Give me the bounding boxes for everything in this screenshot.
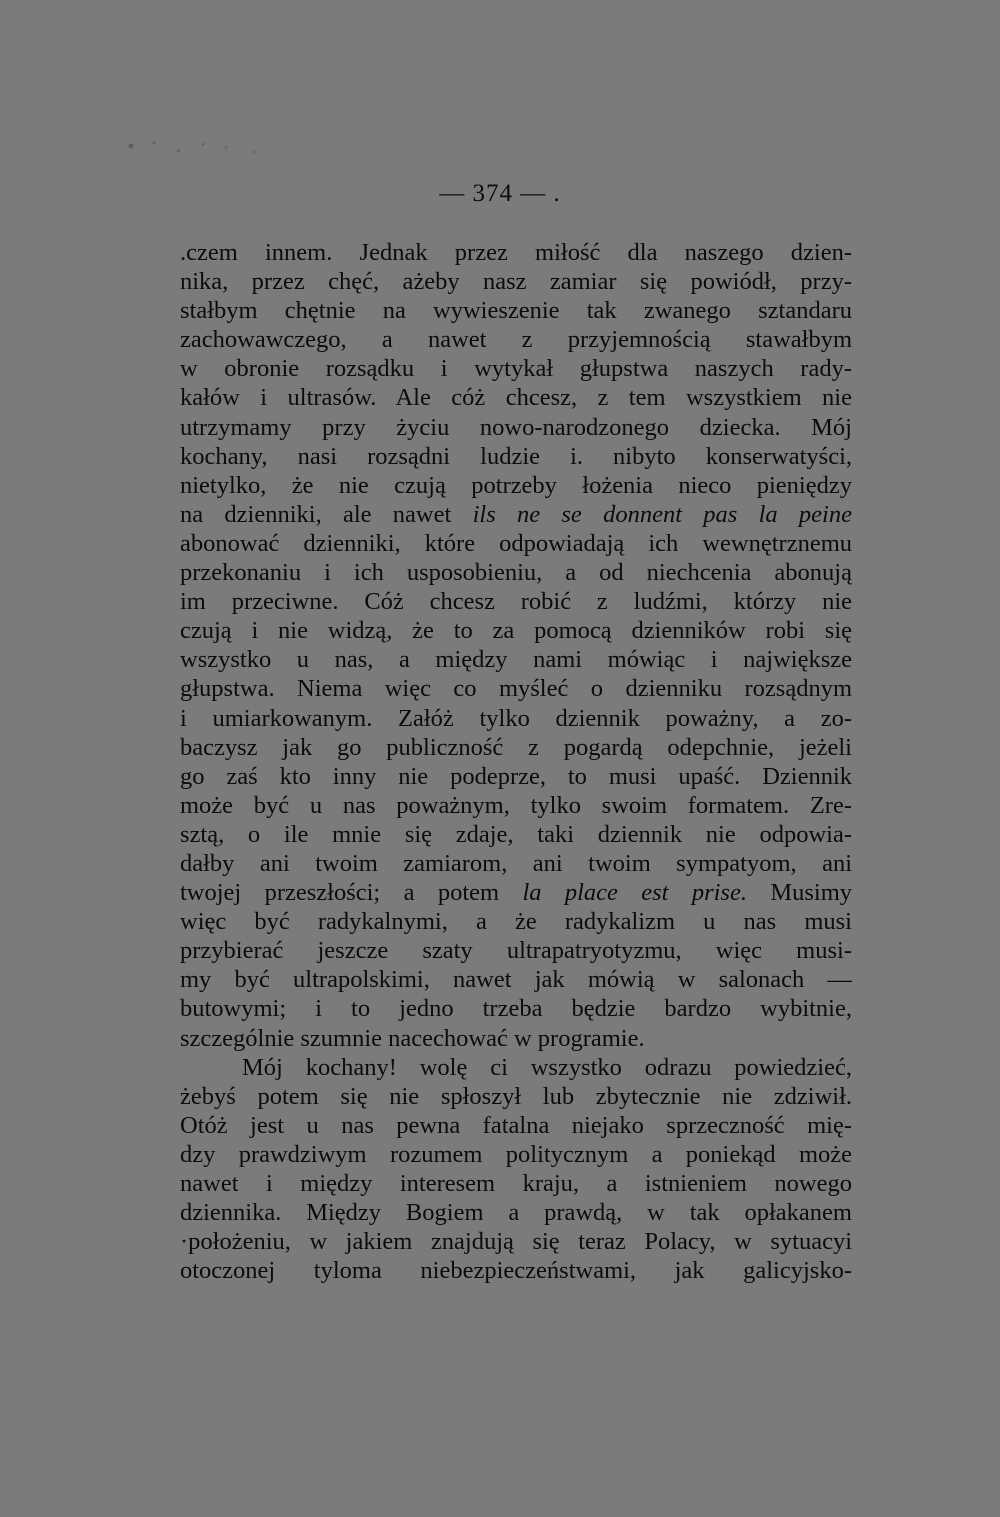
- text-line: kochany, nasi rozsądni ludzie i. nibyto konserwatyści,: [180, 442, 852, 470]
- text-line: ·położeniu, w jakiem znajdują się teraz Polacy, w sytuacyi: [180, 1228, 852, 1256]
- text-segment: Musimy: [746, 879, 853, 907]
- text-line: dziennika. Między Bogiem a prawdą, w tak opłakanem: [180, 1199, 852, 1227]
- text-line: sztą, o ile mnie się zdaje, taki dziennik nie odpowia-: [180, 820, 852, 848]
- text-segment: na dzienniki, ale nawet: [180, 500, 473, 528]
- text-line: im przeciwne. Cóż chcesz robić z ludźmi, którzy nie: [180, 588, 852, 616]
- page-number: — 374 — .: [439, 180, 561, 207]
- text-line: butowymi; i to jedno trzeba będzie bardzo wybitnie,: [180, 995, 852, 1023]
- text-line: może być u nas poważnym, tylko swoim formatem. Zre-: [180, 791, 852, 819]
- text-line: głupstwa. Niema więc co myśleć o dzienniku rozsądnym: [180, 675, 852, 703]
- text-line: baczysz jak go publiczność z pogardą odepchnie, jeżeli: [180, 733, 852, 761]
- text-line: Mój kochany! wolę ci wszystko odrazu powiedzieć,: [242, 1053, 852, 1081]
- text-line: .czem innem. Jednak przez miłość dla naszego dzien-: [180, 239, 852, 266]
- text-line: [180, 878, 852, 907]
- text-line: kałów i ultrasów. Ale cóż chcesz, z tem wszystkiem nie: [180, 384, 852, 412]
- text-line: nika, przez chęć, ażeby nasz zamiar się powiódł, przy-: [180, 268, 852, 296]
- text-line: żebyś potem się nie spłoszył lub zbytecznie nie zdziwił.: [180, 1082, 852, 1110]
- text-line: nietylko, że nie czują potrzeby łożenia nieco pieniędzy: [180, 471, 852, 499]
- text-line: dzy prawdziwym rozumem politycznym a poniekąd może: [180, 1140, 852, 1168]
- text-segment: twojej przeszłości; a potem: [180, 879, 523, 907]
- text-line: nawet i między interesem kraju, a istnieniem nowego: [180, 1170, 852, 1197]
- text-line: go zaś kto inny nie podeprze, to musi upaść. Dziennik: [180, 762, 852, 790]
- text-line: w obronie rozsądku i wytykał głupstwa naszych rady-: [180, 355, 852, 383]
- italic-phrase: la place est prise.: [522, 879, 747, 907]
- text-line: utrzymamy przy życiu nowo-narodzonego dziecka. Mój: [180, 413, 852, 441]
- body-text: [180, 238, 852, 1285]
- text-line: szczególnie szumnie nacechować w programie.: [180, 1024, 645, 1052]
- text-line: my być ultrapolskimi, nawet jak mówią w salonach —: [180, 966, 852, 994]
- ink-smudge: [112, 134, 302, 164]
- text-line: więc być radykalnymi, a że radykalizm u nas musi: [180, 908, 852, 936]
- text-line: i umiarkowanym. Załóż tylko dziennik poważny, a zo-: [180, 704, 852, 732]
- text-line: dałby ani twoim zamiarom, ani twoim sympatyom, ani: [180, 849, 852, 877]
- text-line: abonować dzienniki, które odpowiadają ich wewnętrznemu: [180, 529, 852, 557]
- text-line: [180, 500, 852, 529]
- italic-phrase: ils ne se donnent pas la peine: [472, 500, 852, 528]
- text-line: stałbym chętnie na wywieszenie tak zwanego sztandaru: [180, 297, 852, 325]
- text-line: Otóż jest u nas pewna fatalna niejako sprzeczność mię-: [180, 1111, 852, 1139]
- text-line: czują i nie widzą, że to za pomocą dzienników robi się: [180, 617, 852, 645]
- text-line: wszystko u nas, a między nami mówiąc i największe: [180, 646, 852, 674]
- text-line: otoczonej tyloma niebezpieczeństwami, jak galicyjsko-: [180, 1257, 852, 1285]
- text-line: zachowawczego, a nawet z przyjemnością stawałbym: [180, 326, 852, 354]
- text-line: przekonaniu i ich usposobieniu, a od niechcenia abonują: [180, 559, 852, 587]
- text-line: przybierać jeszcze szaty ultrapatryotyzmu, więc musi-: [180, 937, 852, 965]
